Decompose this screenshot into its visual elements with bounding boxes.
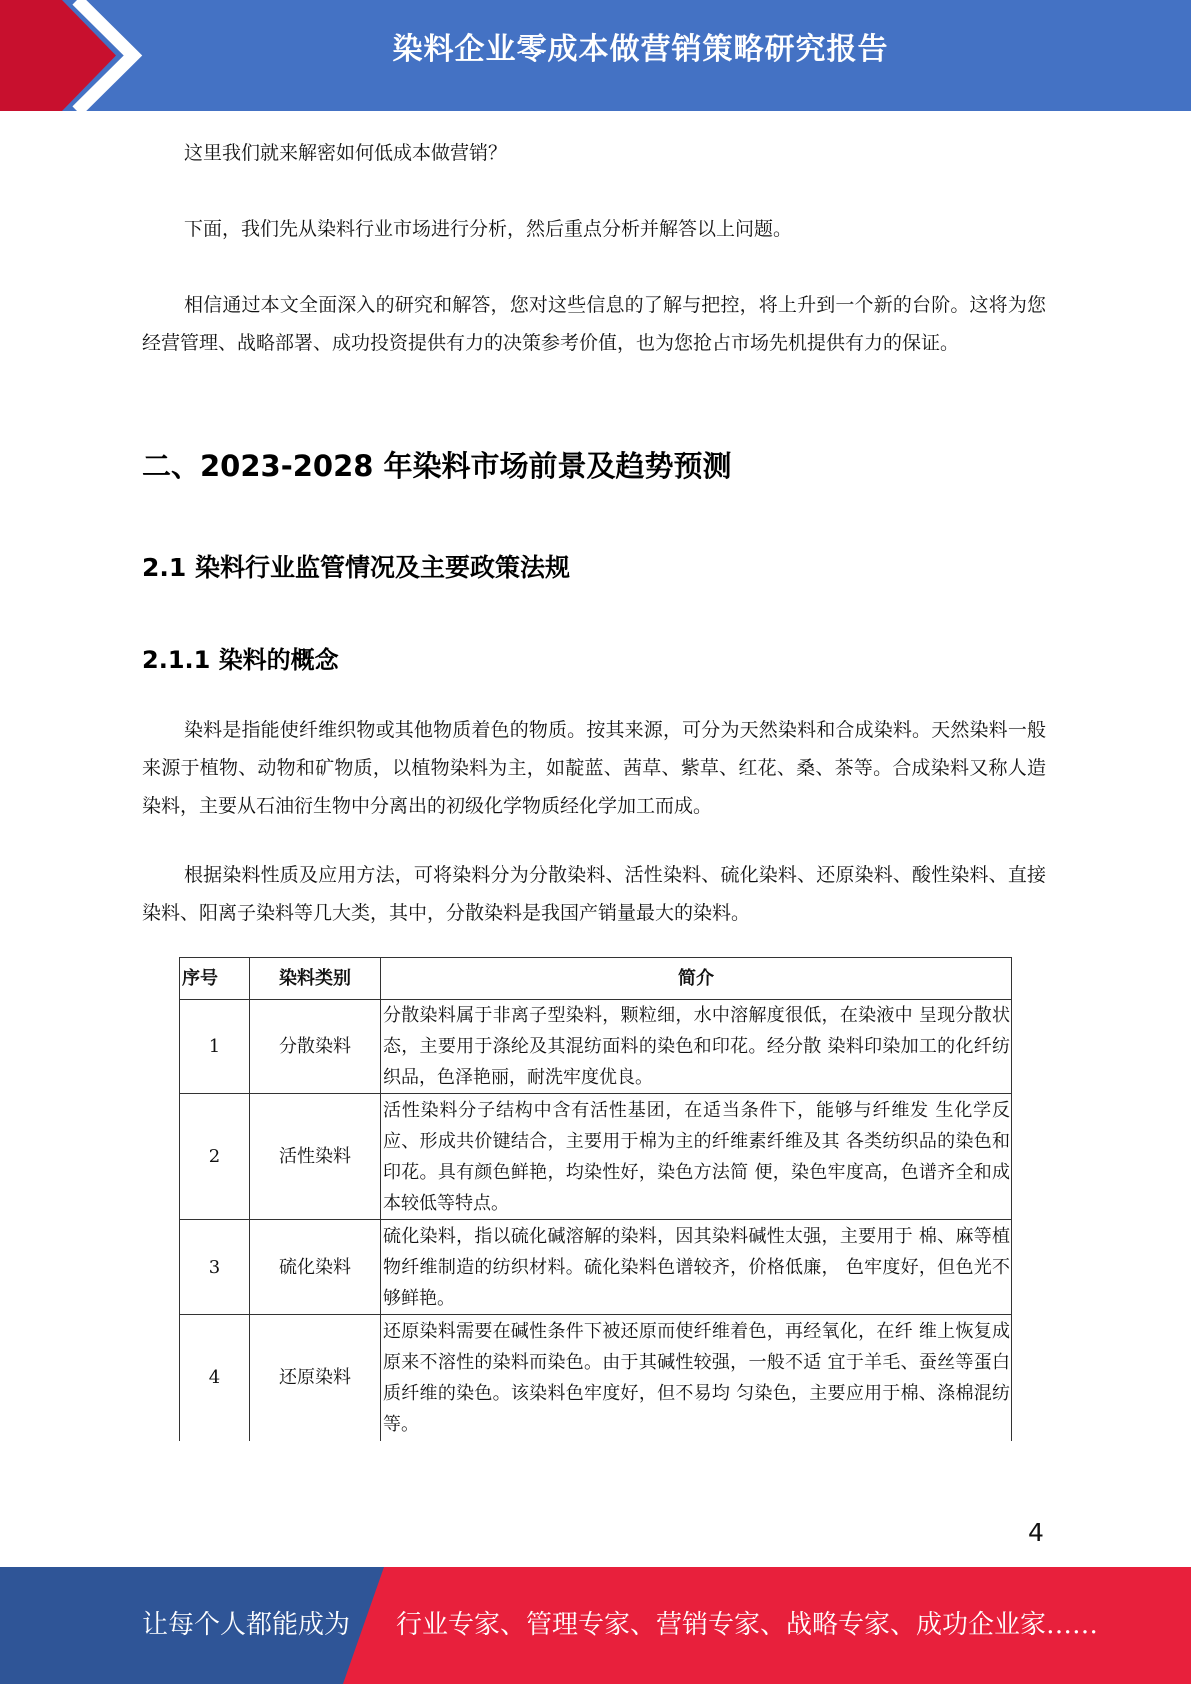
- page-number: 4: [1028, 1518, 1044, 1547]
- header-cell-type: 染料类别: [250, 958, 381, 1000]
- row-number: 3: [180, 1220, 250, 1315]
- row-number: 4: [180, 1315, 250, 1441]
- header-cell-description: 简介: [381, 958, 1012, 1000]
- dye-category-table: [179, 957, 1012, 1441]
- row-dye-type: 还原染料: [250, 1315, 381, 1441]
- header-cell-number: 序号: [180, 958, 250, 1000]
- row-description: 分散染料属于非离子型染料，颗粒细，水中溶解度很低，在染液中 呈现分散状态，主要用于涤纶及其混纺面料的染色和印花。经分散 染料印染加工的化纤纺织品，色泽艳丽，耐洗牢度优良。: [381, 1000, 1012, 1094]
- row-number: 1: [180, 1000, 250, 1094]
- table-row: [180, 1220, 1012, 1315]
- table-row: [180, 1094, 1012, 1220]
- row-dye-type: 分散染料: [250, 1000, 381, 1094]
- header-banner: [0, 0, 1191, 111]
- footer-slogan-right: 行业专家、管理专家、营销专家、战略专家、成功企业家……: [396, 1610, 1099, 1640]
- concept-paragraph-1: 染料是指能使纤维织物或其他物质着色的物质。按其来源，可分为天然染料和合成染料。天然染料一般来源于植物、动物和矿物质，以植物染料为主，如靛蓝、茜草、紫草、红花、桑、茶等。合成染料又称人造染料，主要从石油衍生物中分离出的初级化学物质经化学加工而成。: [142, 719, 1046, 817]
- table-row: [180, 1315, 1012, 1441]
- intro-paragraph-3: 相信通过本文全面深入的研究和解答，您对这些信息的了解与把控，将上升到一个新的台阶。这将为您经营管理、战略部署、成功投资提供有力的决策参考价值，也为您抢占市场先机提供有力的保证。: [142, 294, 1046, 354]
- footer-slogan-left: 让每个人都能成为: [142, 1610, 351, 1640]
- row-dye-type: 活性染料: [250, 1094, 381, 1220]
- intro-paragraph-2: 下面，我们先从染料行业市场进行分析，然后重点分析并解答以上问题。: [184, 218, 793, 240]
- row-dye-type: 硫化染料: [250, 1220, 381, 1315]
- red-chevron-decoration: [0, 0, 160, 111]
- row-description: 硫化染料，指以硫化碱溶解的染料，因其染料碱性太强，主要用于 棉、麻等植物纤维制造的纺织材料。硫化染料色谱较齐，价格低廉， 色牢度好，但色光不够鲜艳。: [381, 1220, 1012, 1315]
- intro-paragraph-1: 这里我们就来解密如何低成本做营销？: [184, 142, 508, 164]
- concept-paragraph-2: 根据染料性质及应用方法，可将染料分为分散染料、活性染料、硫化染料、还原染料、酸性染料、直接染料、阳离子染料等几大类，其中，分散染料是我国产销量最大的染料。: [142, 864, 1046, 924]
- report-title: 染料企业零成本做营销策略研究报告: [392, 32, 889, 67]
- section-heading-2: 二、2023-2028 年染料市场前景及趋势预测: [142, 449, 732, 483]
- subsubsection-heading-2-1-1: 2.1.1 染料的概念: [142, 646, 339, 674]
- subsection-heading-2-1: 2.1 染料行业监管情况及主要政策法规: [142, 553, 570, 582]
- table-row: [180, 1000, 1012, 1094]
- row-number: 2: [180, 1094, 250, 1220]
- table-header-row: [180, 958, 1012, 1000]
- footer-banner: [0, 1567, 1191, 1684]
- row-description: 还原染料需要在碱性条件下被还原而使纤维着色，再经氧化，在纤 维上恢复成原来不溶性的染料而染色。由于其碱性较强，一般不适 宜于羊毛、蚕丝等蛋白质纤维的染色。该染料色牢度好，但不易均 匀染色，主要应用于棉、涤棉混纺等。: [381, 1315, 1012, 1441]
- row-description: 活性染料分子结构中含有活性基团，在适当条件下，能够与纤维发 生化学反应、形成共价键结合，主要用于棉为主的纤维素纤维及其 各类纺织品的染色和印花。具有颜色鲜艳，均染性好，染色方法简 便，染色牢度高，色谱齐全和成本较低等特点。: [381, 1094, 1012, 1220]
